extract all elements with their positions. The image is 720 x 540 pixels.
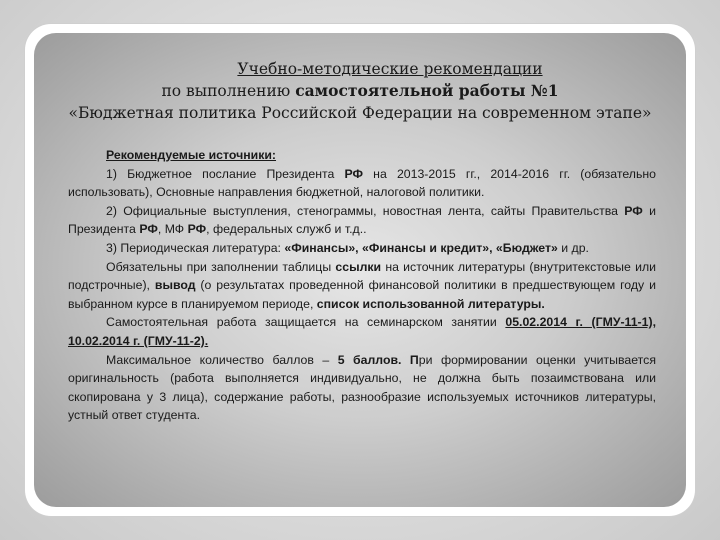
defense-paragraph — [68, 313, 656, 350]
grading-text-b: 5 баллов. П — [337, 352, 419, 367]
requirements-text-a: Обязательны при заполнении таблицы — [106, 259, 336, 274]
grading-text-c: ри формировании оценки учитывается оригинальность (работа выполняется индивидуально, не должна быть позаимствована или скопирована у 3 лица), содержание работы, разнообразие используемых источников литературы, устный ответ студента. — [68, 352, 656, 423]
source-item-2-text-b: РФ — [624, 203, 643, 218]
requirements-text-e: (о результатах проведенной финансовой политики в предшествующем году и выбранном курсе в планируемом периоде, — [68, 278, 656, 311]
source-item-3-text-g: и др. — [557, 240, 589, 255]
source-item-2 — [68, 202, 656, 239]
defense-dates: 05.02.2014 г. (ГМУ-11-1), 10.02.2014 г. (ГМУ-11-2). — [68, 315, 657, 348]
slide-header — [34, 58, 686, 124]
source-item-2-text-g: , федеральных служб и т.д.. — [206, 222, 367, 237]
grading-paragraph — [68, 351, 656, 425]
slide-subtitle — [34, 80, 686, 102]
subtitle-prefix: по выполнению — [161, 82, 296, 100]
requirements-text-f: список использованной литературы. — [316, 296, 545, 311]
source-item-1-text-a: 1) Бюджетное послание Президента — [106, 166, 345, 181]
source-item-3-text-f: «Бюджет» — [495, 240, 558, 255]
source-item-2-text-f: РФ — [187, 222, 207, 237]
requirements-paragraph — [68, 258, 656, 314]
grading-text-a: Максимальное количество баллов – — [106, 352, 338, 367]
requirements-text-c: на источник литературы (внутритекстовые или подстрочные), — [68, 259, 656, 293]
source-item-2-text-a: 2) Официальные выступления, стенограммы, новостная лента, сайты Правительства — [106, 203, 625, 218]
source-item-1-text-b: РФ — [344, 166, 364, 181]
source-item-3-text-e: , — [489, 240, 496, 255]
source-item-3 — [68, 239, 656, 258]
slide-topic: «Бюджетная политика Российской Федерации на современном этапе» — [68, 104, 652, 122]
slide-body — [68, 146, 656, 425]
sources-title: Рекомендуемые источники: — [106, 148, 277, 162]
source-item-2-text-e: , МФ — [157, 222, 188, 237]
source-item-1 — [68, 165, 656, 202]
source-item-1-text-c: на 2013-2015 гг., 2014-2016 гг. (обязательно использовать), Основные направления бюджетной, налоговой политики. — [68, 166, 657, 200]
requirements-text-d: вывод — [154, 278, 196, 293]
source-item-3-text-d: «Финансы и кредит» — [362, 240, 490, 255]
requirements-text-b: ссылки — [335, 259, 382, 274]
source-item-3-text-a: 3) Периодическая литература: — [106, 240, 285, 255]
source-item-3-text-c: , — [355, 240, 363, 255]
subtitle-bold: самостоятельной работы №1 — [295, 81, 559, 100]
source-item-2-text-c: и Президента — [68, 203, 656, 237]
slide-title: Учебно-методические рекомендации — [237, 60, 543, 78]
source-item-3-text-b: «Финансы» — [284, 240, 356, 255]
defense-text-a: Самостоятельная работа защищается на семинарском занятии — [106, 315, 506, 330]
source-item-2-text-d: РФ — [139, 222, 158, 237]
